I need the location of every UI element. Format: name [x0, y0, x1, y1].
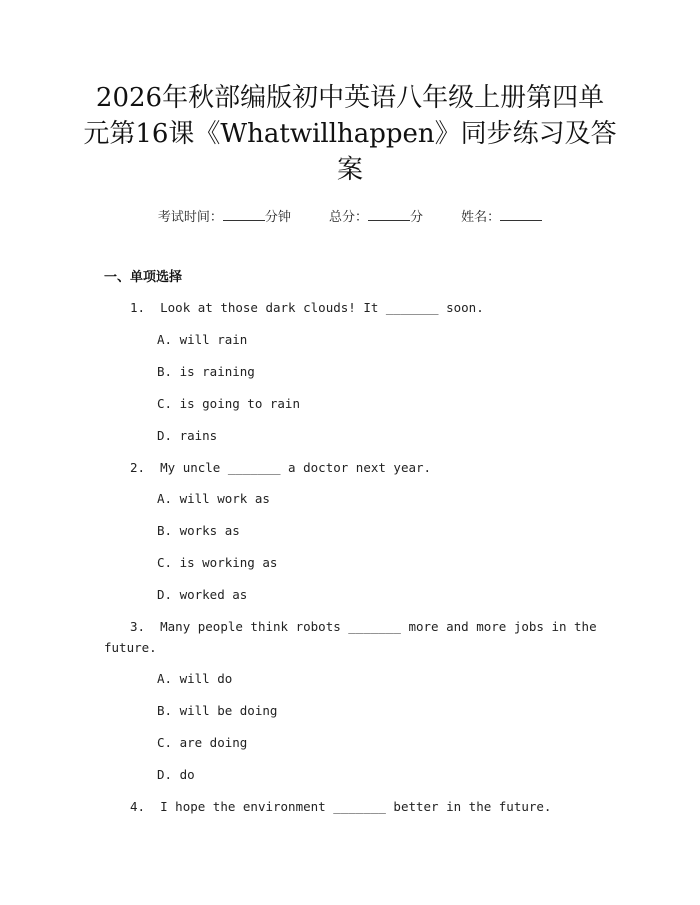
- question-number: 3.: [130, 619, 146, 634]
- exam-time-unit: 分钟: [264, 210, 291, 225]
- exam-time-label: 考试时间：: [157, 210, 223, 225]
- section-title: 一、单项选择: [104, 270, 183, 285]
- question-text: I hope the environment _______ better in the future.: [160, 799, 552, 814]
- total-score-unit: 分: [410, 210, 424, 225]
- question-2-option-a: A. will work as: [157, 491, 270, 506]
- question-text: Look at those dark clouds! It _______ soon.: [160, 300, 484, 315]
- question-3: [130, 619, 597, 634]
- question-2-option-c: C. is working as: [157, 555, 278, 570]
- question-3-option-a: A. will do: [157, 671, 233, 686]
- question-1-option-a: A. will rain: [157, 332, 248, 347]
- student-name-blank: [500, 208, 542, 221]
- exam-info-line: [0, 206, 700, 225]
- question-4: [130, 799, 551, 814]
- student-name-label: 姓名：: [461, 210, 501, 225]
- question-2: [130, 460, 431, 475]
- question-number: 2.: [130, 460, 146, 475]
- question-1-option-b: B. is raining: [157, 364, 255, 379]
- question-2-option-d: D. worked as: [157, 587, 248, 602]
- total-score-label: 总分：: [328, 210, 368, 225]
- question-1: [130, 300, 484, 315]
- total-score-blank: [368, 208, 410, 221]
- question-number: 4.: [130, 799, 146, 814]
- question-2-option-b: B. works as: [157, 523, 240, 538]
- exam-time-field: [158, 210, 291, 225]
- question-3-option-b: B. will be doing: [157, 703, 278, 718]
- title-line-3: 案: [336, 155, 363, 185]
- exam-time-blank: [223, 208, 265, 221]
- title-line-2: 元第16课《Whatwillhappen》同步练习及答: [83, 119, 617, 149]
- document-title: [70, 80, 630, 188]
- question-3-option-d: D. do: [157, 767, 195, 782]
- question-3-option-c: C. are doing: [157, 735, 248, 750]
- question-1-option-d: D. rains: [157, 428, 218, 443]
- question-1-option-c: C. is going to rain: [157, 396, 300, 411]
- total-score-field: [329, 210, 423, 225]
- question-text: My uncle _______ a doctor next year.: [160, 460, 432, 475]
- question-number: 1.: [130, 300, 146, 315]
- question-text: Many people think robots _______ more and more jobs in the: [160, 619, 597, 634]
- student-name-field: [461, 210, 542, 225]
- question-3-text-continued: future.: [104, 640, 157, 655]
- title-line-1: 2026年秋部编版初中英语八年级上册第四单: [95, 83, 605, 113]
